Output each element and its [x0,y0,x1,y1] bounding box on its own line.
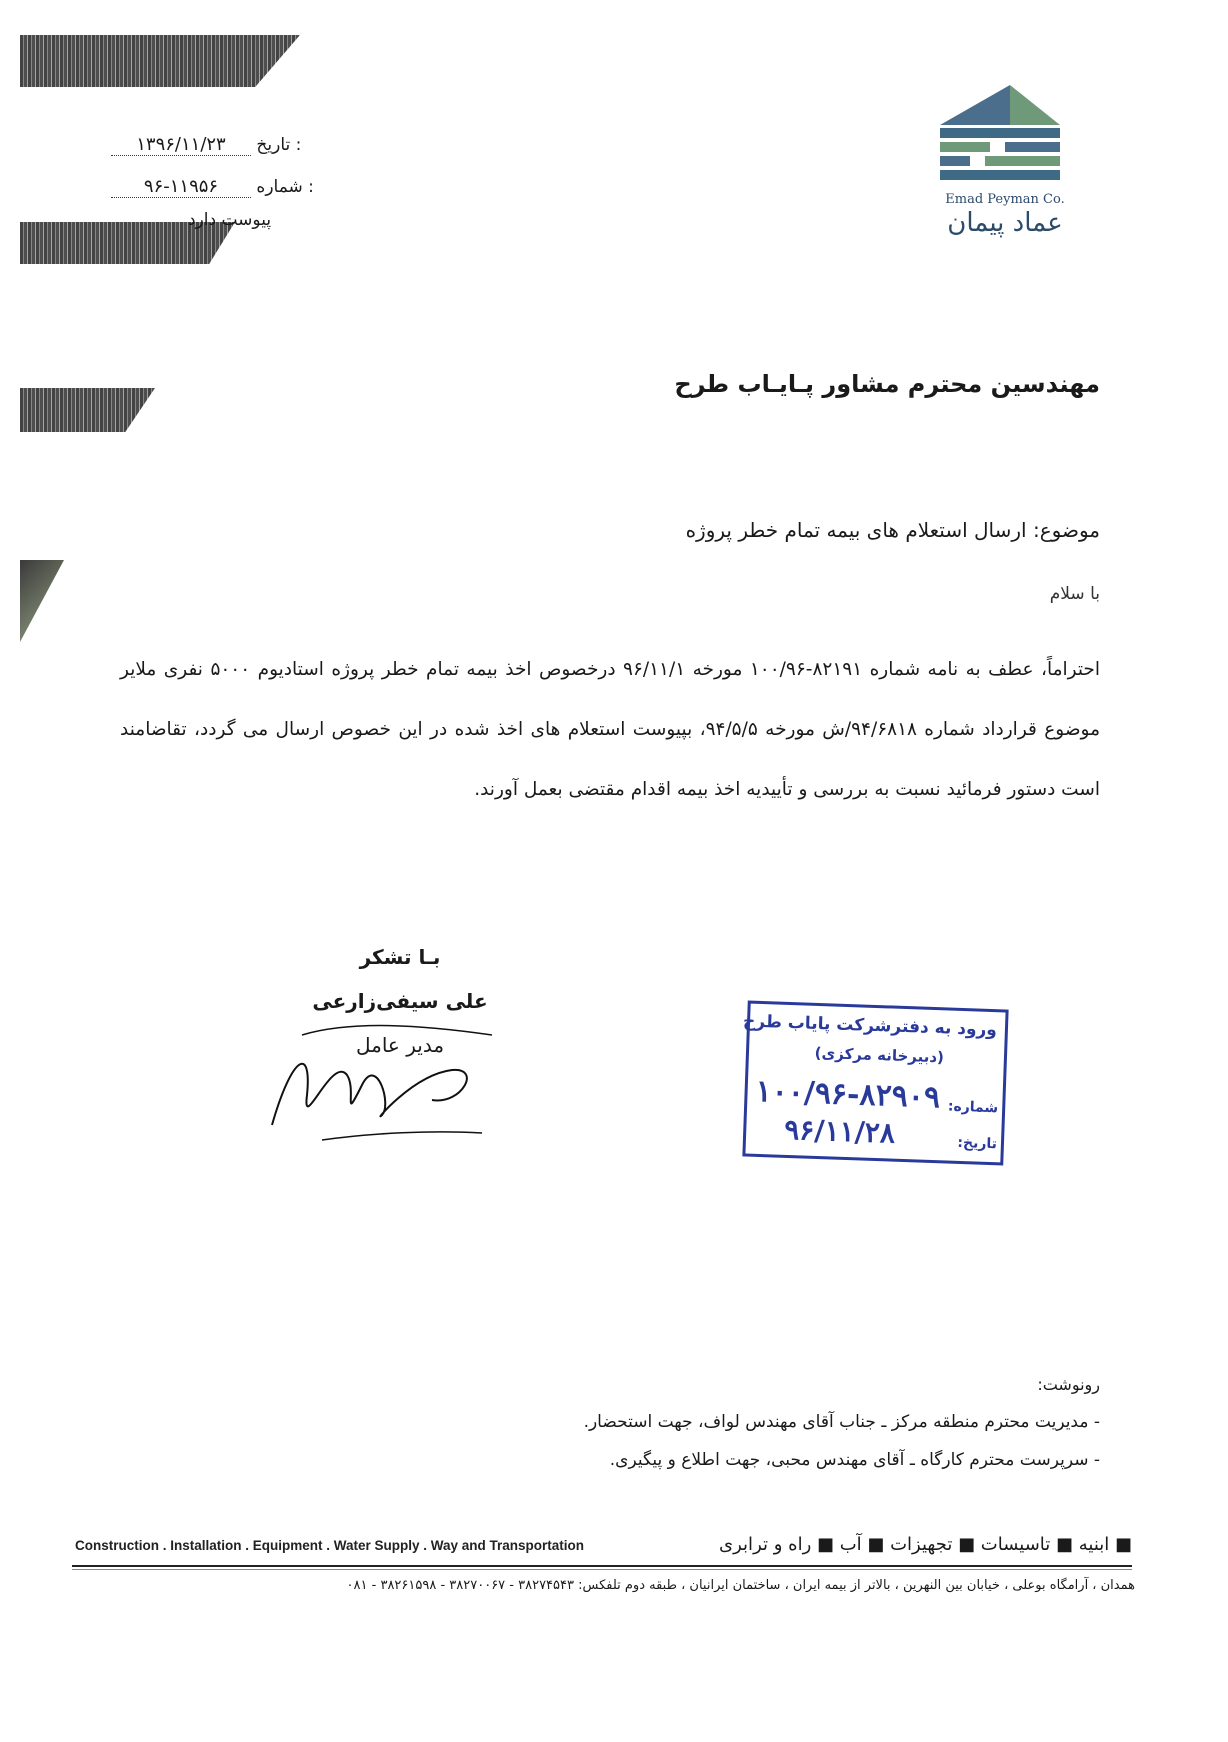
number-value: ۹۶-۱۱۹۵۶ [111,176,251,198]
stamp-date-value: ۹۶/۱۱/۲۸ [783,1112,896,1150]
logo-name-en: Emad Peyman Co. [945,192,1065,207]
stamp-line1: ورود به دفترشرکت پایاب طرح [742,1011,998,1041]
logo-name-fa: عماد پیمان [947,208,1063,238]
date-label: : تاریخ [256,135,302,155]
footer-services-en: Construction . Installation . Equipment . Water Supply . Way and Transportation [75,1538,585,1553]
date-value: ۱۳۹۶/۱۱/۲۳ [111,134,251,156]
date-row [105,134,301,156]
stamp-number-label: شماره: [947,1098,999,1117]
footer-address: همدان ، آرامگاه بوعلی ، خیابان بین النهرین ، بالاتر از بیمه ایران ، ساختمان ایرانیان ، طبقه دوم تلفکس: ۳۸۲۷۴۵۴۳ - ۳۸۲۷۰۰۶۷ - ۳۸۲۶۱۵۹۸ - ۰۸۱ [346,1578,1135,1593]
closing-thanks: بـا تشکر [359,945,441,969]
footer-divider [72,1569,1132,1570]
stamp-number-value: ۱۰۰/۹۶-۸۲۹۰۹ [755,1073,941,1116]
signer-title: مدیر عامل [355,1033,445,1057]
scan-artifact-top [20,35,300,87]
number-row [105,176,314,198]
footer-services-fa: ■ ابنیه ■ تاسیسات ■ تجهیزات ■ آب ■ راه و ترابری [719,1534,1132,1555]
cc-title: رونوشت: [1037,1375,1100,1394]
handwritten-signature [262,1015,502,1145]
attachment-note: پیوست دارد [188,210,272,230]
greeting: با سلام [1049,584,1100,604]
signer-name: علی سیفی‌زارعی [312,989,488,1013]
stamp-date-label: تاریخ: [957,1134,998,1153]
footer-divider [72,1565,1132,1567]
subject-line: موضوع: ارسال استعلام های بیمه تمام خطر پروژه [685,518,1100,542]
cc-item: - سرپرست محترم کارگاه ـ آقای مهندس محبی، جهت اطلاع و پیگیری. [609,1450,1100,1470]
number-label: : شماره [256,177,314,197]
scan-artifact-edge [20,560,64,642]
stamp-line2: (دبیرخانه مرکزی) [814,1043,945,1067]
cc-item: - مدیریت محترم منطقه مرکز ـ جناب آقای مهندس لواف، جهت استحضار. [583,1412,1100,1432]
addressee: مهندسین محترم مشاور پـایـاب طرح [674,370,1100,398]
scan-artifact-left [20,388,155,432]
received-stamp [742,1000,1008,1165]
letter-body: احتراماً، عطف به نامه شماره ۸۲۱۹۱-۱۰۰/۹۶ مورخه ۹۶/۱۱/۱ درخصوص اخذ بیمه تمام خطر پروژه استادیوم ۵۰۰۰ نفری ملایر موضوع قرارداد شماره ۹۴/۶۸۱۸/ش مورخه ۹۴/۵/۵، بپیوست استعلام های اخذ شده در این خصوص ارسال می گردد، تقاضامند است دستور فرمائید نسبت به بررسی و تأییدیه اخذ بیمه اقدام مقتضی بعمل آورند. [120,659,1100,800]
